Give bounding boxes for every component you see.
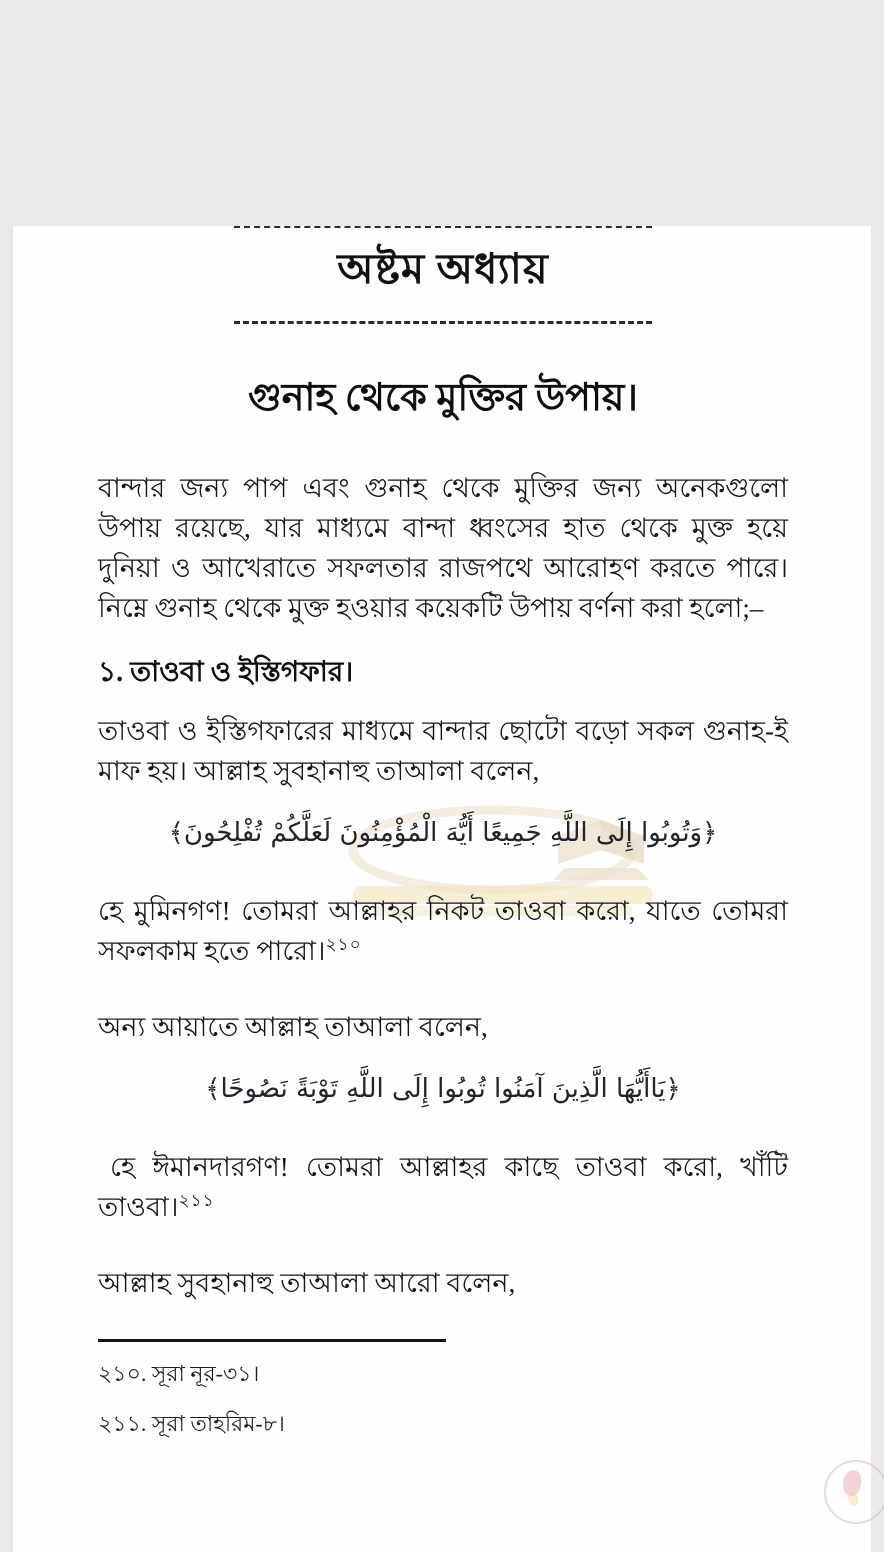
connector-line-2: আল্লাহ সুবহানাহু তাআলা আরো বলেন,	[98, 1268, 516, 1298]
chapter-heading: অষ্টম অধ্যায়	[337, 247, 549, 293]
footnote-210: ২১০. সূরা নূর-৩১।	[98, 1361, 260, 1386]
verse-2-translation	[98, 1147, 788, 1227]
footnote-separator	[98, 1339, 446, 1342]
page-title: গুনাহ থেকে মুক্তির উপায়।	[248, 377, 638, 419]
book-page	[13, 226, 871, 1552]
page-content	[13, 226, 871, 1442]
section-paragraph: তাওবা ও ইস্তিগফারের মাধ্যমে বান্দার ছোটো বড়ো সকল গুনাহ-ই মাফ হয়। আল্লাহ সুবহানাহু তাআলা বলেন,	[98, 716, 788, 786]
chapter-heading-box	[234, 226, 652, 324]
footnote-ref-211: ২১১	[178, 1191, 215, 1210]
verse-2-translation-text: হে ঈমানদারগণ! তোমরা আল্লাহর কাছে তাওবা করো, খাঁটি তাওবা।	[98, 1152, 788, 1222]
connector-line-1: অন্য আয়াতে আল্লাহ তাআলা বলেন,	[98, 1012, 488, 1042]
footnote-211: ২১১. সূরা তাহরিম-৮।	[98, 1411, 285, 1436]
intro-paragraph: বান্দার জন্য পাপ এবং গুনাহ থেকে মুক্তির জন্য অনেকগুলো উপায় রয়েছে, যার মাধ্যমে বান্দা ধ্বংসের হাত থেকে মুক্ত হয়ে দুনিয়া ও আখেরাতে সফলতার রাজপথে আরোহণ করতে পারে। নিম্নে গুনাহ থেকে মুক্ত হওয়ার কয়েকটি উপায় বর্ণনা করা হলো;–	[98, 473, 788, 623]
footnote-ref-210: ২১০	[325, 935, 362, 954]
verse-1-translation-text: হে মুমিনগণ! তোমরা আল্লাহর নিকট তাওবা করো, যাতে তোমরা সফলকাম হতে পারো।	[98, 896, 788, 966]
corner-stamp-icon	[824, 1460, 884, 1524]
arabic-verse-2: ﴿يَاأَيُّهَا الَّذِينَ آمَنُوا تُوبُوا إِلَى اللَّهِ تَوْبَةً نَصُوحًا﴾	[205, 1074, 681, 1104]
verse-1-translation	[98, 891, 788, 971]
section-heading: ১. তাওবা ও ইস্তিগফার।	[98, 657, 354, 688]
arabic-verse-1: ﴿وَتُوبُوا إِلَى اللَّهِ جَمِيعًا أَيُّهَ الْمُؤْمِنُونَ لَعَلَّكُمْ تُفْلِحُونَ﴾	[168, 818, 718, 848]
